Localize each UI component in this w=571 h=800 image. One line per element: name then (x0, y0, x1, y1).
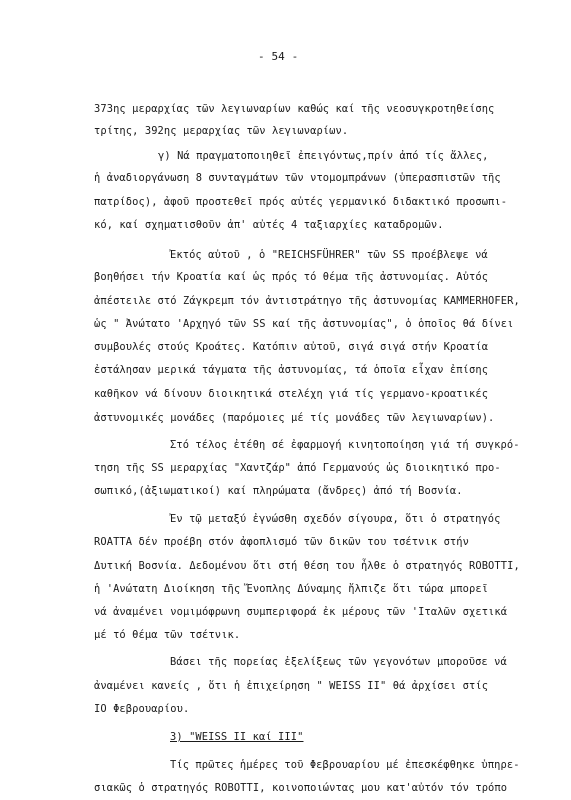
text-line: νά ἀναμένει νομιμόφρωνη συμπεριφορά ἐκ μέρους τῶν 'Ιταλῶν σχετικά (94, 606, 508, 618)
text-line: Δυτική Βοσνία. Δεδομένου ὅτι στή θέση του ἦλθε ὁ στρατηγός ROBOTTI, (94, 559, 520, 572)
text-line: μέ τό θέμα τῶν τσέτνικ. (94, 629, 241, 642)
section-heading: 3) "WEISS II καί III" (170, 730, 304, 743)
text-line: 373ης μεραρχίας τῶν λεγιωναρίων καθώς καί τῆς νεοσυγκροτηθείσης (94, 103, 495, 115)
text-line: ἀστυνομικές μονάδες (παρόμοιες μέ τίς μονάδες τῶν λεγιωναρίων). (94, 411, 495, 424)
text-line: ἡ 'Ανώτατη Διοίκηση τῆς Ἔνοπλης Δύναμης ἤλπιζε ὅτι τώρα μπορεῖ (94, 582, 489, 595)
text-line: ἀπέστειλε στό Ζάγκρεμπ τόν ἀντιστράτηγο τῆς ἀστυνομίας KAMMERHOFER, (94, 294, 520, 307)
text-line: συμβουλές στούς Κροάτες. Κατόπιν αὐτοῦ, σιγά σιγά στήν Κροατία (94, 340, 489, 353)
text-line: τηση τῆς SS μεραρχίας "Χαντζάρ" ἀπό Γερμανούς ὡς διοικητικό προ- (94, 461, 501, 474)
text-line: ὡς " Ἀνώτατο 'Αρχηγό τῶν SS καί τῆς ἀστυνομίας", ὁ ὁποῖος θά δίνει (94, 317, 514, 330)
text-line: καθῆκον νά δίνουν διοικητικά στελέχη γιά τίς γερμανο-κροατικές (94, 388, 489, 401)
text-line: ἡ ἀναδιοργάνωση 8 συνταγμάτων τῶν ντομομπράνων (ὑπερασπιστῶν τῆς (94, 171, 501, 184)
text-line: Τίς πρῶτες ἡμέρες τοῦ Φεβρουαρίου μέ ἐπεσκέφθηκε ὑπηρε- (170, 758, 520, 771)
text-line: Στό τέλος ἐτέθη σέ ἐφαρμογή κινητοποίηση γιά τή συγκρό- (170, 438, 520, 451)
text-line: γ) Νά πραγματοποιηθεῖ ἐπειγόντως,πρίν ἀπό τίς ἄλλες, (158, 150, 489, 163)
text-line: Ἐκτός αὐτοῦ , ὁ "REICHSFÜHRER" τῶν SS προέβλεψε νά (170, 249, 488, 262)
text-line: κό, καί σχηματισθοῦν ἀπ' αὐτές 4 ταξιαρχίες καταδρομῶν. (94, 219, 444, 232)
text-line: ἐστάλησαν μερικά τάγματα τῆς ἀστυνομίας, τά ὁποῖα εἶχαν ἐπίσης (94, 364, 489, 377)
text-line: Βάσει τῆς πορείας ἐξελίξεως τῶν γεγονότων μποροῦσε νά (170, 656, 507, 669)
text-line: ΙΟ Φεβρουαρίου. (94, 702, 190, 715)
text-line: Ἐν τῷ μεταξύ ἐγνώσθη σχεδόν σίγουρα, ὅτι ὁ στρατηγός (170, 513, 501, 526)
text-line: πατρίδος), ἀφοῦ προστεθεῖ πρός αὐτές γερμανικό διδακτικό προσωπι- (94, 195, 508, 208)
text-line: ἀναμένει κανείς , ὅτι ἡ ἐπιχείρηση " WEISS II" θά ἀρχίσει στίς (94, 679, 489, 692)
text-line: σιακῶς ὁ στρατηγός ROBOTTI, κοινοποιώντας μου κατ'αὐτόν τόν τρόπο (94, 782, 508, 794)
text-line: ROATTA δέν προέβη στόν ἀφοπλισμό τῶν δικῶν του τσέτνικ στήν (94, 536, 469, 549)
text-line: βοηθήσει τήν Κροατία καί ὡς πρός τό θέμα τῆς ἀστυνομίας. Αὐτός (94, 271, 489, 284)
text-line: σωπικό,(ἀξιωματικοί) καί πληρώματα (ἄνδρες) ἀπό τή Βοσνία. (94, 485, 463, 498)
text-line: τρίτης, 392ης μεραρχίας τῶν λεγιωναρίων. (94, 125, 349, 138)
page-number: - 54 - (258, 50, 299, 63)
